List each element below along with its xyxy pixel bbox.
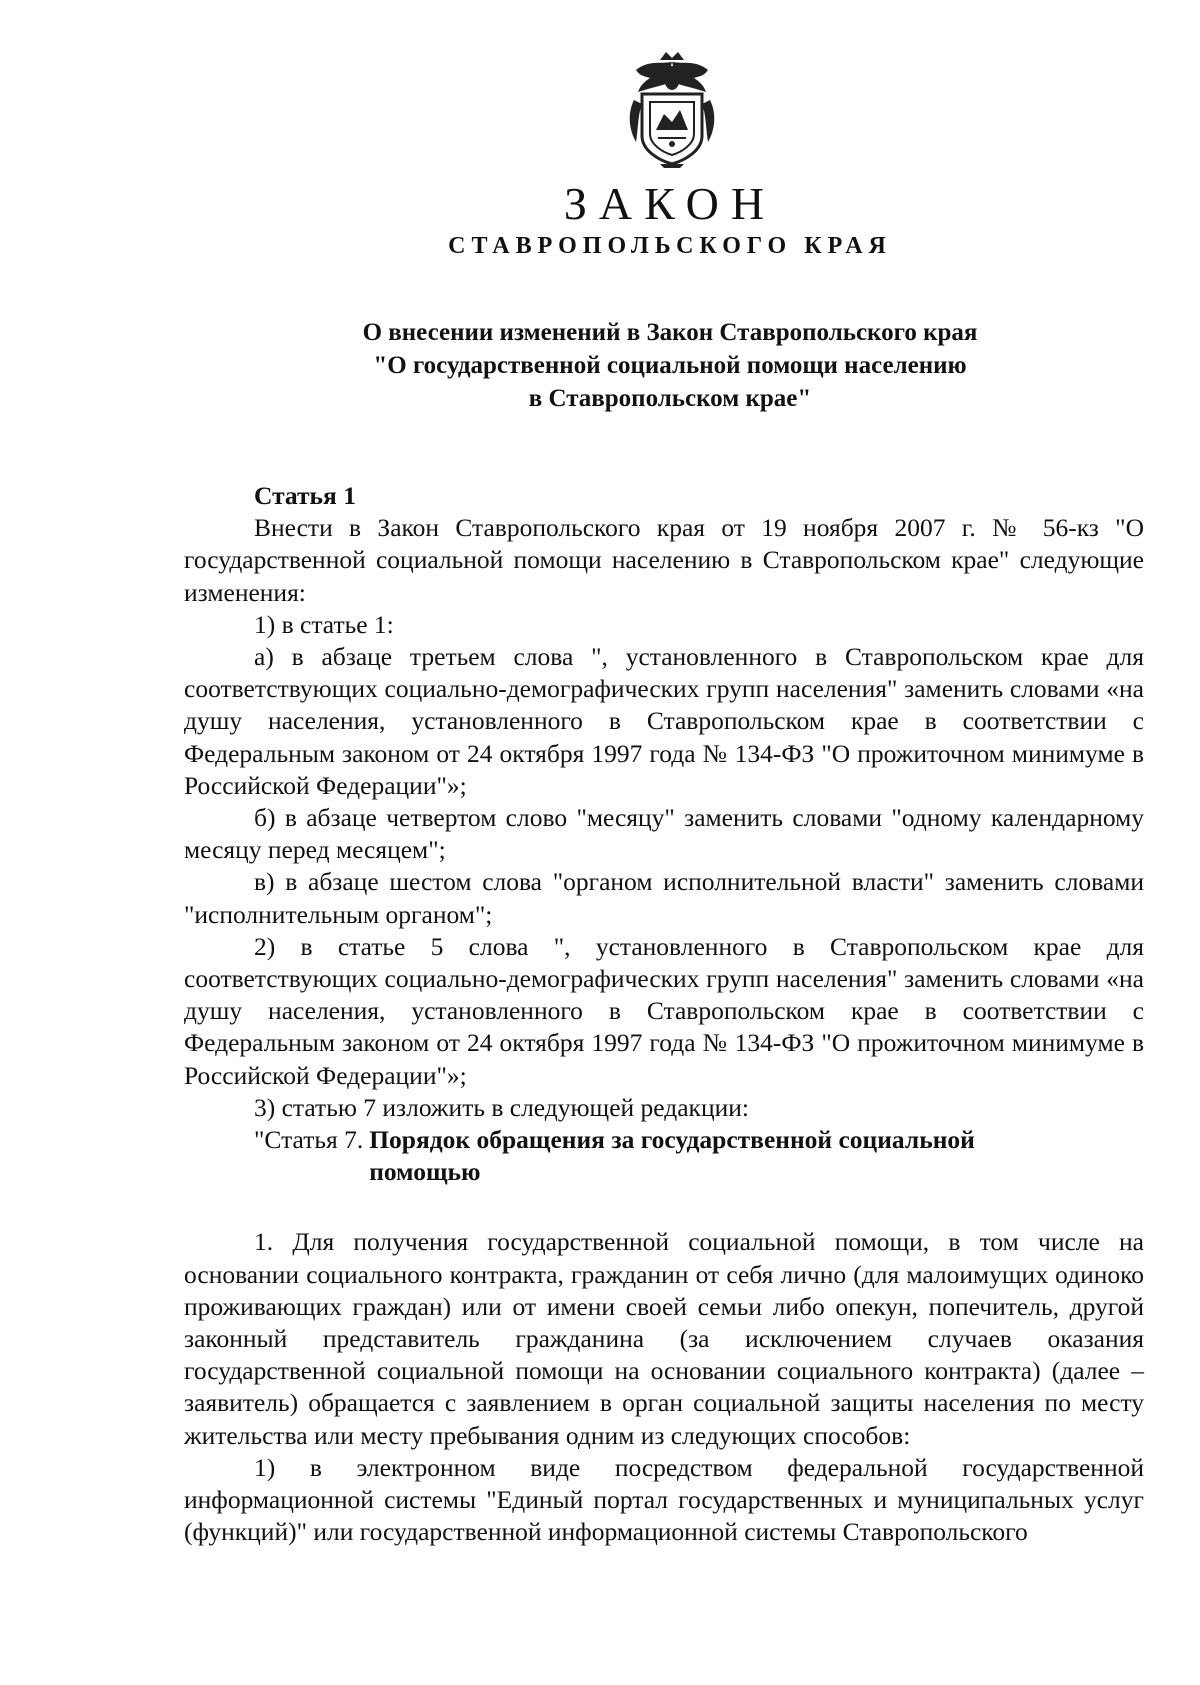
law-heading-line: в Ставропольском крае" — [528, 385, 812, 412]
body-paragraph: а) в абзаце третьем слова ", установленного в Ставропольском крае для соответствующих социально-демографических групп населения" заменить словами «на душу населения, установленного в Ставропольском крае в соответствии с Федеральным законом от 24 октября 1997 года № 134-ФЗ "О прожиточном минимуме в Российской Федерации"»; — [184, 642, 1144, 800]
body-paragraph: 1) в статье 1: — [254, 609, 394, 639]
article7-label: "Статья 7. — [254, 1125, 364, 1155]
law-heading-line: О внесении изменений в Закон Ставропольского края — [362, 319, 978, 346]
article7-heading — [254, 1124, 1144, 1188]
body-paragraph: б) в абзаце четвертом слово "месяцу" заменить словами "одному календарному месяцу перед месяцем"; — [184, 803, 1144, 865]
document-subtitle: СТАВРОПОЛЬСКОГО КРАЯ — [448, 233, 892, 259]
body-paragraph: 1. Для получения государственной социальной помощи, в том числе на основании социального контракта, гражданин от себя лично (для малоимущих одиноко проживающих граждан) или от имени своей семьи либо опекун, попечитель, другой законный представитель гражданина (за исключением случаев оказания государственной социальной помощи на основании социального контракта) (далее – заявитель) обращается с заявлением в орган социальной защиты населения по месту жительства или месту пребывания одним из следующих способов: — [184, 1227, 1144, 1450]
coat-of-arms-emblem — [620, 50, 724, 168]
spacer — [184, 1188, 1144, 1226]
document-title: ЗАКОН — [563, 178, 777, 229]
law-heading — [0, 316, 1200, 415]
body-paragraph: в) в абзаце шестом слова "органом исполнительной власти" заменить словами "исполнительным органом"; — [184, 867, 1144, 929]
article7-title: Порядок обращения за государственной социальной помощью — [369, 1125, 975, 1187]
body-paragraph: Внести в Закон Ставропольского края от 19 ноября 2007 г. № 56-кз "О государственной социальной помощи населению в Ставропольском крае" следующие изменения: — [184, 513, 1144, 607]
article-title: Статья 1 — [254, 481, 356, 510]
law-heading-line: "О государственной социальной помощи населению — [373, 352, 967, 379]
document-body — [184, 480, 1144, 1549]
body-paragraph: 2) в статье 5 слова ", установленного в Ставропольском крае для соответствующих социально-демографических групп населения" заменить словами «на душу населения, установленного в Ставропольском крае в соответствии с Федеральным законом от 24 октября 1997 года № 134-ФЗ "О прожиточном минимуме в Российской Федерации"»; — [184, 931, 1144, 1090]
body-paragraph: 3) статью 7 изложить в следующей редакции: — [254, 1092, 749, 1122]
body-paragraph: 1) в электронном виде посредством федеральной государственной информационной системы "Единый портал государственных и муниципальных услуг (функций)" или государственной информационной системы Ставропольского — [184, 1452, 1144, 1547]
